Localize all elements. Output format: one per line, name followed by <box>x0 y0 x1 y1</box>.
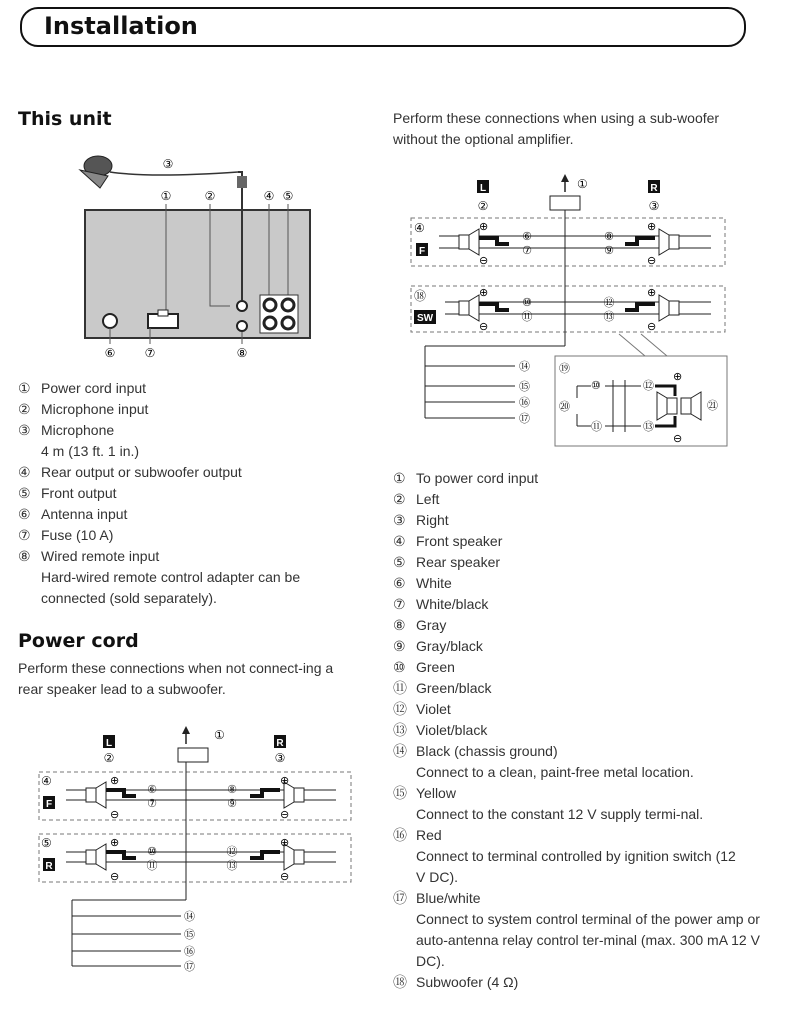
marker-7-label: ⑦ <box>144 346 156 360</box>
plus-sign: ⊕ <box>479 287 489 299</box>
marker-5-label: ⑤ <box>282 189 294 203</box>
left-badge: L <box>105 738 113 749</box>
minus-sign: ⊖ <box>479 321 489 333</box>
wire-label: ⑬ <box>603 311 615 323</box>
list-item: ⑪ Green/black <box>393 680 492 696</box>
minus-sign: ⊖ <box>280 871 290 883</box>
speaker-icon <box>659 229 679 255</box>
wire-label: ⑮ <box>519 381 530 393</box>
speaker-icon <box>659 295 679 321</box>
power-cord-heading: Power cord <box>18 630 139 652</box>
marker-2-label: ② <box>204 189 216 203</box>
minus-sign: ⊖ <box>647 255 657 267</box>
list-item: ⑤ Front output <box>18 485 117 501</box>
marker-8-label: ⑧ <box>236 346 248 360</box>
row2-num: ⑤ <box>41 836 52 850</box>
speaker-icon <box>86 844 106 870</box>
minus-sign: ⊖ <box>647 321 657 333</box>
row2-badge: SW <box>416 313 434 324</box>
wire-label: ⑰ <box>519 413 530 425</box>
marker-1-label: ① <box>160 189 172 203</box>
wire-label: ⑦ <box>522 245 532 257</box>
wire-label: ⑦ <box>147 798 157 810</box>
minus-sign: ⊖ <box>673 433 683 445</box>
page-title: Installation <box>44 12 198 40</box>
left-badge: L <box>479 183 487 194</box>
list-item: ① Power cord input <box>18 380 147 396</box>
row1-num: ④ <box>414 221 425 235</box>
antenna-jack-icon <box>103 314 117 328</box>
list-item: ⑰ Blue/white Connect to system control terminal of the power amp or auto-antenna relay control ter-minal (max. 300 mA 12 V DC). <box>393 890 760 969</box>
list-item: ⑮ Yellow Connect to the constant 12 V supply termi-nal. <box>393 785 704 822</box>
row2-badge: R <box>45 861 53 872</box>
row2-num: ⑱ <box>414 289 427 303</box>
wire-label: ⑥ <box>522 231 532 243</box>
rca-jacks <box>260 295 298 333</box>
this-unit-legend <box>18 378 368 609</box>
list-item: ② Microphone input <box>18 401 149 417</box>
marker-6-label: ⑥ <box>104 346 116 360</box>
list-item: ④ Rear output or subwoofer output <box>18 464 242 480</box>
wire-label: ⑨ <box>227 798 237 810</box>
speaker-icon <box>459 295 479 321</box>
right-num: ③ <box>274 751 286 765</box>
marker-3-label: ③ <box>162 157 174 171</box>
minus-sign: ⊖ <box>280 809 290 821</box>
list-item: ⑤ Rear speaker <box>393 554 501 570</box>
wire-label: ⑪ <box>146 860 158 872</box>
plus-sign: ⊕ <box>280 775 290 787</box>
right-num: ③ <box>648 199 660 213</box>
plus-sign: ⊕ <box>479 221 489 233</box>
list-item: ⑯ Red Connect to terminal controlled by ignition switch (12 V DC). <box>393 827 736 885</box>
wire-label: ⑧ <box>227 784 237 796</box>
list-item: ⑦ White/black <box>393 596 489 612</box>
speaker-icon <box>86 782 106 808</box>
wire-label: ⑯ <box>184 946 195 958</box>
this-unit-heading: This unit <box>18 108 112 130</box>
wire-label: ⑨ <box>604 245 614 257</box>
wire-label: ⑫ <box>603 297 615 309</box>
list-item: ③ Microphone 4 m (13 ft. 1 in.) <box>18 422 140 459</box>
plus-sign: ⊕ <box>673 371 683 383</box>
left-num: ② <box>477 199 489 213</box>
list-item: ② Left <box>393 491 440 507</box>
inset-label: ⑫ <box>643 380 654 392</box>
list-item: ⑫ Violet <box>393 701 451 717</box>
wire-label: ⑧ <box>604 231 614 243</box>
right-badge: R <box>650 183 658 194</box>
list-item: ⑱ Subwoofer (4 Ω) <box>393 974 519 990</box>
list-item: ⑭ Black (chassis ground) Connect to a clean, paint-free metal location. <box>393 743 694 780</box>
left-num: ② <box>103 751 115 765</box>
list-item: ⑥ White <box>393 575 452 591</box>
wire-label: ⑫ <box>226 846 238 858</box>
power-cord-intro: Perform these connections when not connect-ing a rear speaker lead to a subwoofer. <box>18 660 334 697</box>
inset-label: ⑲ <box>559 363 570 375</box>
section-header <box>20 7 746 47</box>
plus-sign: ⊕ <box>110 837 120 849</box>
wire-label: ⑩ <box>522 297 532 309</box>
top-num: ① <box>577 177 588 191</box>
power-cord-diagram <box>36 722 356 982</box>
wire-label: ⑯ <box>519 397 530 409</box>
row1-num: ④ <box>41 774 52 788</box>
minus-sign: ⊖ <box>479 255 489 267</box>
head-unit-diagram <box>70 148 330 363</box>
row1-badge: F <box>45 799 53 810</box>
list-item: ⑥ Antenna input <box>18 506 128 522</box>
wire-label: ⑭ <box>184 911 195 923</box>
row1-badge: F <box>418 246 426 257</box>
inset-label: ㉑ <box>707 400 718 412</box>
wire-color-legend <box>393 468 760 993</box>
right-badge: R <box>276 738 284 749</box>
wire-label: ⑮ <box>184 929 195 941</box>
wire-label: ⑭ <box>519 361 530 373</box>
inset-label: ⑳ <box>559 401 570 413</box>
minus-sign: ⊖ <box>110 871 120 883</box>
marker-4-label: ④ <box>263 189 275 203</box>
list-item: ⑧ Wired remote input Hard-wired remote control adapter can be connected (sold separately). <box>18 548 301 606</box>
list-item: ⑬ Violet/black <box>393 722 488 738</box>
inset-label: ⑬ <box>643 421 654 433</box>
plus-sign: ⊕ <box>280 837 290 849</box>
list-item: ⑩ Green <box>393 659 455 675</box>
inset-label: ⑪ <box>591 421 602 433</box>
top-num: ① <box>214 728 225 742</box>
plus-sign: ⊕ <box>647 287 657 299</box>
inset-label: ⑩ <box>591 380 601 392</box>
plus-sign: ⊕ <box>647 221 657 233</box>
wire-label: ⑰ <box>184 961 195 973</box>
speaker-icon <box>459 229 479 255</box>
subwoofer-diagram <box>405 168 735 450</box>
list-item: ① To power cord input <box>393 470 539 486</box>
list-item: ⑦ Fuse (10 A) <box>18 527 114 543</box>
list-item: ⑨ Gray/black <box>393 638 483 654</box>
wire-label: ⑥ <box>147 784 157 796</box>
minus-sign: ⊖ <box>110 809 120 821</box>
subwoofer-intro: Perform these connections when using a sub-woofer without the optional amplifier. <box>393 110 720 147</box>
plus-sign: ⊕ <box>110 775 120 787</box>
wire-label: ⑪ <box>521 311 533 323</box>
list-item: ⑧ Gray <box>393 617 447 633</box>
wire-label: ⑬ <box>226 860 238 872</box>
wire-label: ⑩ <box>147 846 157 858</box>
list-item: ④ Front speaker <box>393 533 503 549</box>
list-item: ③ Right <box>393 512 449 528</box>
